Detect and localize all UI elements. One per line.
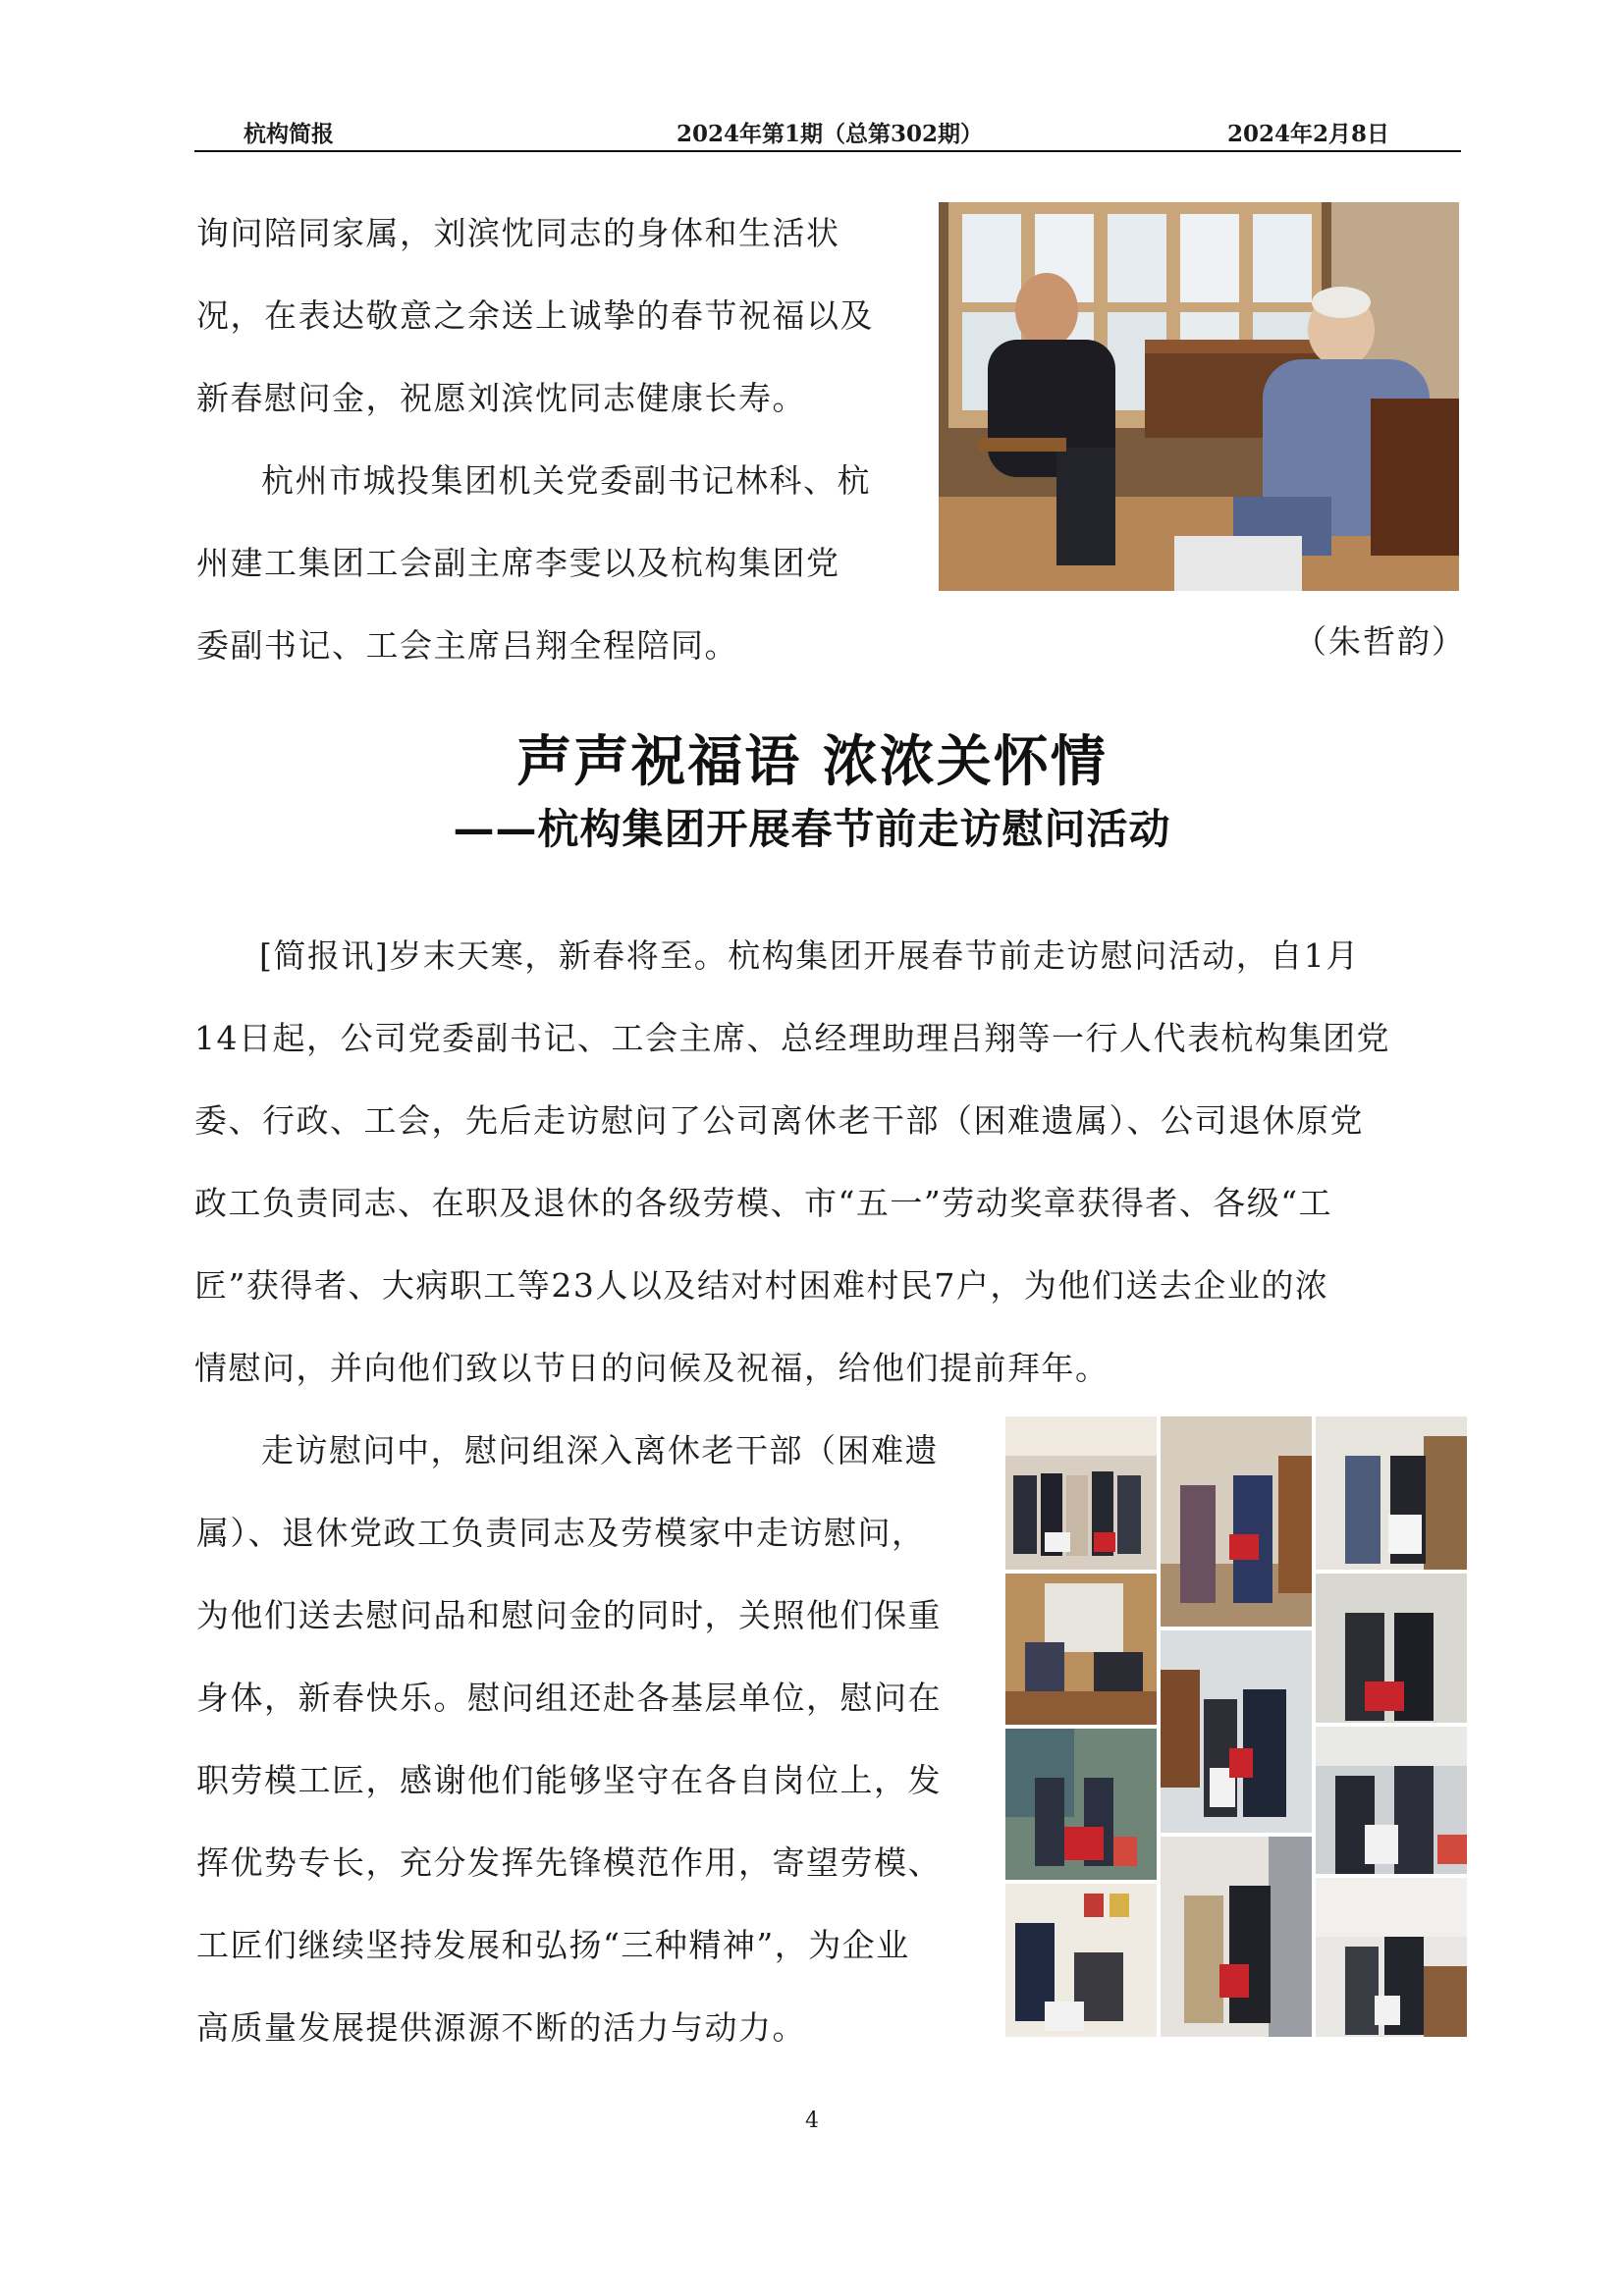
text-line: 政工负责同志、在职及退休的各级劳模、市“五一”劳动奖章获得者、各级“工	[194, 1184, 1333, 1222]
prev-article-paragraph-2	[196, 440, 871, 687]
text-line: 新春慰问金，祝愿刘滨忱同志健康长寿。	[196, 379, 806, 417]
collage-photo	[1005, 1884, 1157, 2037]
collage-photo	[1316, 1574, 1467, 1723]
text-line: 工匠们继续坚持发展和弘扬“三种精神”，为企业	[196, 1926, 910, 1964]
text-line: 14日起，公司党委副书记、工会主席、总经理助理吕翔等一行人代表杭构集团党	[194, 1019, 1390, 1057]
issue-number: 2024年第1期（总第302期）	[677, 121, 984, 147]
text-line: 身体，新春快乐。慰问组还赴各基层单位，慰问在	[196, 1679, 942, 1717]
text-line: 走访慰问中，慰问组深入离休老干部（困难遗	[261, 1431, 939, 1469]
author-credit: （朱哲韵）	[1294, 622, 1466, 661]
collage-photo	[1161, 1837, 1312, 2037]
article-subtitle: ——杭构集团开展春节前走访慰问活动	[453, 805, 1171, 853]
text-line: [简报讯]岁末天寒，新春将至。杭构集团开展春节前走访慰问活动，自1月	[259, 936, 1360, 975]
issue-date: 2024年2月8日	[1227, 121, 1390, 147]
text-line: 高质量发展提供源源不断的活力与动力。	[196, 2008, 806, 2047]
text-line: 匠”获得者、大病职工等23人以及结对村困难村民7户，为他们送去企业的浓	[194, 1266, 1329, 1305]
page-header	[194, 116, 1461, 145]
collage-photo	[1316, 1727, 1467, 1874]
collage-photo	[1161, 1630, 1312, 1833]
collage-photo	[1316, 1878, 1467, 2037]
text-line: 询问陪同家属，刘滨忱同志的身体和生活状	[196, 214, 840, 252]
prev-article-paragraph-1	[196, 192, 874, 440]
text-line: 为他们送去慰问品和慰问金的同时，关照他们保重	[196, 1596, 942, 1634]
collage-photo	[1005, 1416, 1157, 1570]
text-line: 委副书记、工会主席吕翔全程陪同。	[196, 626, 738, 665]
text-line: 委、行政、工会，先后走访慰问了公司离休老干部（困难遗属）、公司退休原党	[194, 1101, 1364, 1140]
page-number: 4	[805, 2109, 819, 2133]
publication-name: 杭构简报	[244, 121, 334, 147]
collage-photo	[1005, 1729, 1157, 1880]
article-title: 声声祝福语 浓浓关怀情	[516, 730, 1108, 794]
article-paragraph-2	[196, 1410, 942, 2069]
text-line: 杭州市城投集团机关党委副书记林科、杭	[261, 461, 871, 500]
article-paragraph-1	[194, 915, 1390, 1410]
text-line: 况，在表达敬意之余送上诚挚的春节祝福以及	[196, 296, 874, 335]
text-line: 挥优势专长，充分发挥先锋模范作用，寄望劳模、	[196, 1843, 942, 1882]
visit-photo	[939, 202, 1459, 591]
text-line: 州建工集团工会副主席李雯以及杭构集团党	[196, 544, 840, 582]
collage-photo	[1161, 1416, 1312, 1627]
text-line: 情慰问，并向他们致以节日的问候及祝福，给他们提前拜年。	[194, 1349, 1110, 1387]
header-rule	[194, 150, 1461, 152]
collage-photo	[1005, 1574, 1157, 1725]
text-line: 属）、退休党政工负责同志及劳模家中走访慰问，	[196, 1514, 926, 1552]
text-line: 职劳模工匠，感谢他们能够坚守在各自岗位上，发	[196, 1761, 942, 1799]
collage-photo	[1316, 1416, 1467, 1570]
visit-photo-collage	[1005, 1416, 1467, 2037]
